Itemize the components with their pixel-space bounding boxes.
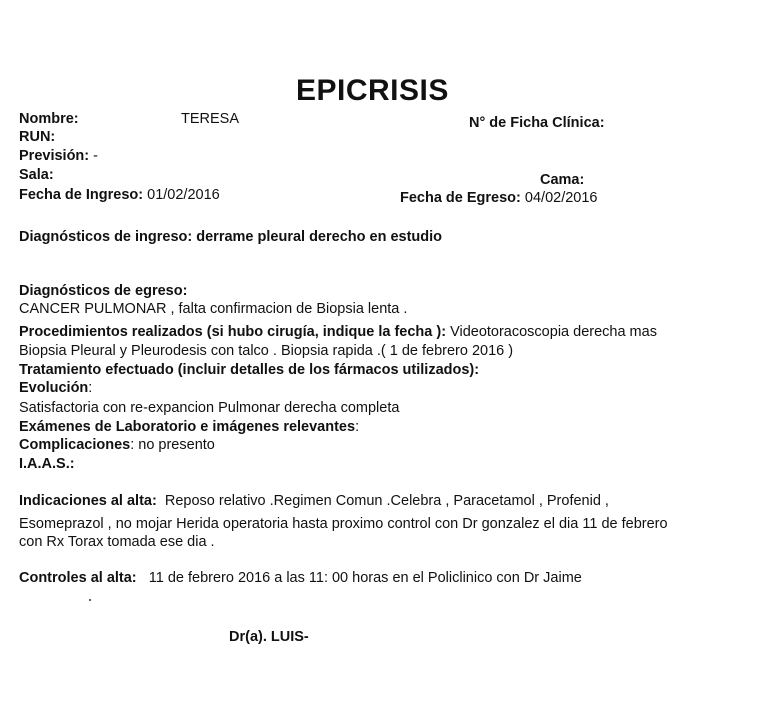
tratamiento-label: Tratamiento efectuado (incluir detalles de los fármacos utilizados): bbox=[19, 362, 480, 378]
diagnosticos-egreso-label: Diagnósticos de egreso: bbox=[19, 283, 188, 299]
controles-text: 11 de febrero 2016 a las 11: 00 horas en el Policlinico con Dr Jaime bbox=[148, 570, 582, 586]
complicaciones-row bbox=[19, 436, 215, 454]
evolucion-row bbox=[19, 379, 92, 397]
procedimientos-label: Procedimientos realizados (si hubo cirugía, indique la fecha ): bbox=[19, 324, 447, 340]
nombre-label: Nombre: bbox=[19, 111, 79, 127]
diagnosticos-ingreso: Diagnósticos de ingreso: derrame pleural derecho en estudio bbox=[19, 229, 443, 245]
stray-mark bbox=[89, 599, 91, 601]
examenes-label: Exámenes de Laboratorio e imágenes relevantes bbox=[19, 419, 356, 435]
sala-label: Sala: bbox=[19, 167, 54, 183]
indicaciones-text-end: con Rx Torax tomada ese dia . bbox=[19, 534, 215, 550]
indicaciones-row bbox=[19, 492, 609, 510]
fecha-egreso-value: 04/02/2016 bbox=[524, 190, 598, 206]
controles-row bbox=[19, 569, 582, 587]
indicaciones-text: Reposo relativo .Regimen Comun .Celebra , Paracetamol , Profenid , bbox=[164, 493, 609, 509]
cama-label: Cama: bbox=[540, 172, 585, 188]
procedimientos-row bbox=[19, 323, 657, 341]
prevision-label: Previsión: bbox=[19, 148, 90, 164]
indicaciones-label: Indicaciones al alta: bbox=[19, 493, 157, 509]
complicaciones-text: : no presento bbox=[130, 437, 215, 453]
iaas-label: I.A.A.S.: bbox=[19, 456, 75, 472]
prevision-value: - bbox=[93, 148, 98, 164]
procedimientos-text-cont: Biopsia Pleural y Pleurodesis con talco . Biopsia rapida .( 1 de febrero 2016 ) bbox=[19, 343, 514, 359]
diagnosticos-egreso-text: CANCER PULMONAR , falta confirmacion de Biopsia lenta . bbox=[19, 301, 408, 317]
ficha-clinica-label: N° de Ficha Clínica: bbox=[469, 115, 605, 131]
fecha-ingreso-value: 01/02/2016 bbox=[147, 187, 220, 203]
fecha-egreso-label: Fecha de Egreso: bbox=[400, 190, 521, 206]
examenes-colon: : bbox=[355, 419, 360, 435]
procedimientos-text: Videotoracoscopia derecha mas bbox=[450, 324, 657, 340]
document-title: EPICRISIS bbox=[296, 74, 449, 107]
examenes-row bbox=[19, 418, 359, 436]
nombre-value: TERESA bbox=[181, 111, 240, 127]
controles-label: Controles al alta: bbox=[19, 570, 137, 586]
evolucion-label: Evolución bbox=[19, 380, 89, 396]
run-label: RUN: bbox=[19, 129, 56, 145]
fecha-ingreso-label: Fecha de Ingreso: bbox=[19, 187, 144, 203]
evolucion-colon: : bbox=[88, 380, 93, 396]
fecha-egreso-row bbox=[400, 189, 597, 207]
prevision-row bbox=[19, 147, 98, 165]
doctor-signature: Dr(a). LUIS- bbox=[229, 629, 309, 645]
evolucion-text: Satisfactoria con re-expancion Pulmonar derecha completa bbox=[19, 400, 400, 416]
fecha-ingreso-row bbox=[19, 186, 220, 204]
indicaciones-text-cont: Esomeprazol , no mojar Herida operatoria hasta proximo control con Dr gonzalez el dia 11 de febrero bbox=[19, 516, 668, 532]
complicaciones-label: Complicaciones bbox=[19, 437, 131, 453]
